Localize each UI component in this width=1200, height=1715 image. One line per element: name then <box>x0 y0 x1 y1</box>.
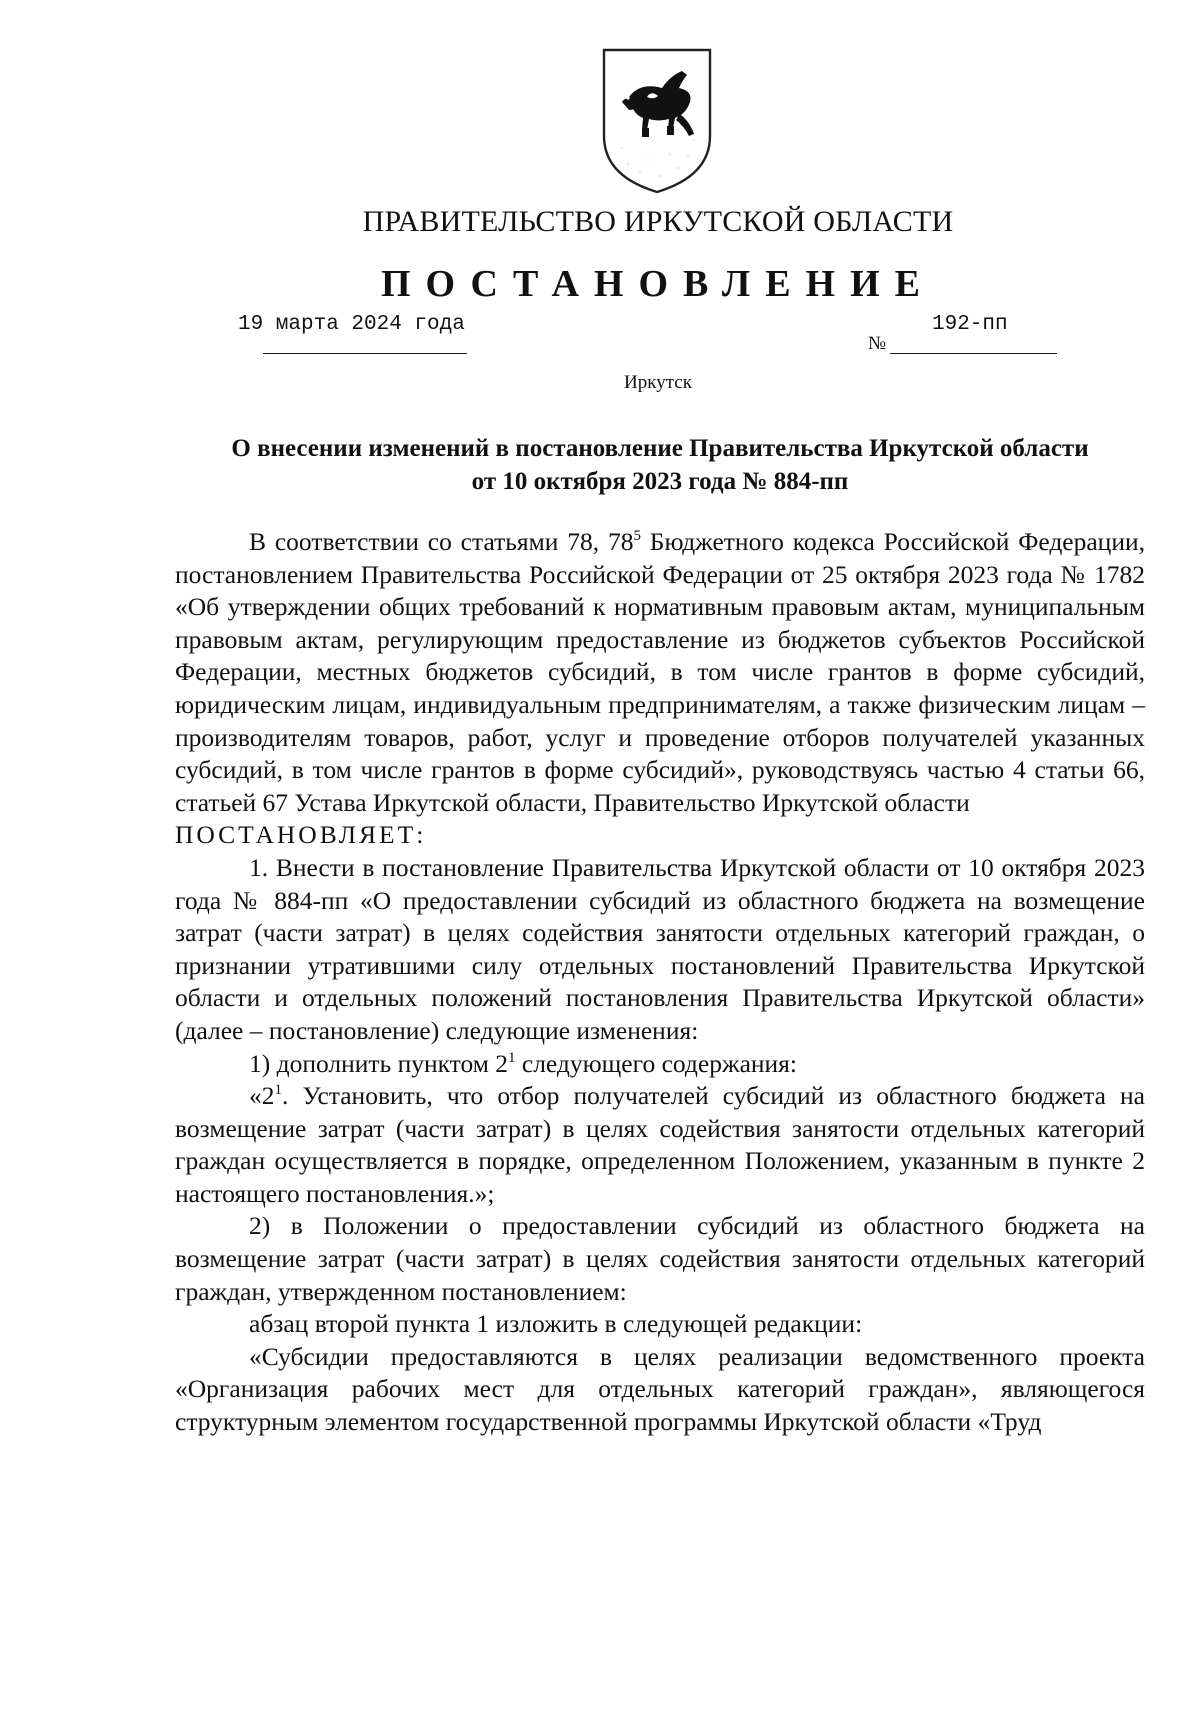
title-line-1: О внесении изменений в постановление Правительства Иркутской области <box>231 435 1089 462</box>
subitem-1-text-rest: следующего содержания: <box>515 1048 797 1078</box>
document-type: ПОСТАНОВЛЕНИЕ <box>380 263 936 305</box>
subitem-2-paragraph: 2) в Положении о предоставлении субсидий из областного бюджета на возмещение затрат (части затрат) в целях содействия занятости отдельных категорий граждан, утвержденном постановлением: <box>175 1211 1145 1306</box>
superscript: 1 <box>274 1082 282 1099</box>
document-body <box>175 526 1145 1439</box>
document-date: 19 марта 2024 года <box>238 313 465 336</box>
organization-name: ПРАВИТЕЛЬСТВО ИРКУТСКОЙ ОБЛАСТИ <box>362 205 954 238</box>
preamble-text-rest: Бюджетного кодекса Российской Федерации, постановлением Правительства Российской Федерации от 25 октября 2023 года № 1782 «Об утверждении общих требований к нормативным правовым актам, муниципальным правовым актам, регулирующим предоставление из бюджетов субъектов Российской Федерации, местных бюджетов субсидий, в том числе грантов в форме субсидий, юридическим лицам, индивидуальным предпринимателям, а также физическим лицам – производителям товаров, работ, услуг и проведение отборов получателей указанных субсидий, в том числе грантов в форме субсидий», руководствуясь частью 4 статьи 66, статьей 67 Устава Иркутской области, Правительство Иркутской области <box>175 527 1145 817</box>
superscript: 5 <box>633 528 641 544</box>
amendment-text-paragraph: «Субсидии предоставляются в целях реализации ведомственного проекта «Организация рабочих мест для отдельных категорий граждан», являющегося структурным элементом государственной программы Иркутской области «Труд <box>175 1341 1145 1437</box>
subitem-1-paragraph <box>175 1048 1145 1081</box>
preamble-text-start: В соответствии со статьями 78, 78 <box>249 527 634 556</box>
item-1-paragraph: 1. Внести в постановление Правительства Иркутской области от 10 октября 2023 года № 884-пп «О предоставлении субсидий из областного бюджета на возмещение затрат (части затрат) в целях содействия занятости отдельных категорий граждан, о признании утратившими силу отдельных постановлений Правительства Иркутской области и отдельных положений постановления Правительства Иркутской области» (далее – постановление) следующие изменения: <box>175 852 1145 1045</box>
title-line-2: от 10 октября 2023 года № 884-пп <box>471 468 849 495</box>
paragraph-amendment-intro: абзац второй пункта 1 изложить в следующей редакции: <box>249 1309 863 1339</box>
date-field <box>238 313 467 354</box>
superscript: 1 <box>508 1049 516 1066</box>
coat-of-arms-icon <box>598 44 716 196</box>
document-number: 192-пп <box>932 313 1008 336</box>
quoted-point-start: «2 <box>249 1081 275 1111</box>
document-title <box>175 432 1145 498</box>
quoted-point-paragraph <box>175 1080 1145 1210</box>
preamble-paragraph <box>175 526 1145 819</box>
number-sign: № <box>868 333 887 354</box>
number-field <box>890 313 1057 354</box>
resolves-heading: ПОСТАНОВЛЯЕТ: <box>175 820 427 850</box>
quoted-point-rest: . Установить, что отбор получателей субсидий из областного бюджета на возмещение затрат (части затрат) в целях содействия занятости отдельных категорий граждан осуществляется в порядке, определенном Положением, указанным в пункте 2 настоящего постановления.»; <box>175 1081 1145 1208</box>
city-name: Иркутск <box>624 372 692 393</box>
subitem-1-text: 1) дополнить пунктом 2 <box>249 1048 508 1078</box>
